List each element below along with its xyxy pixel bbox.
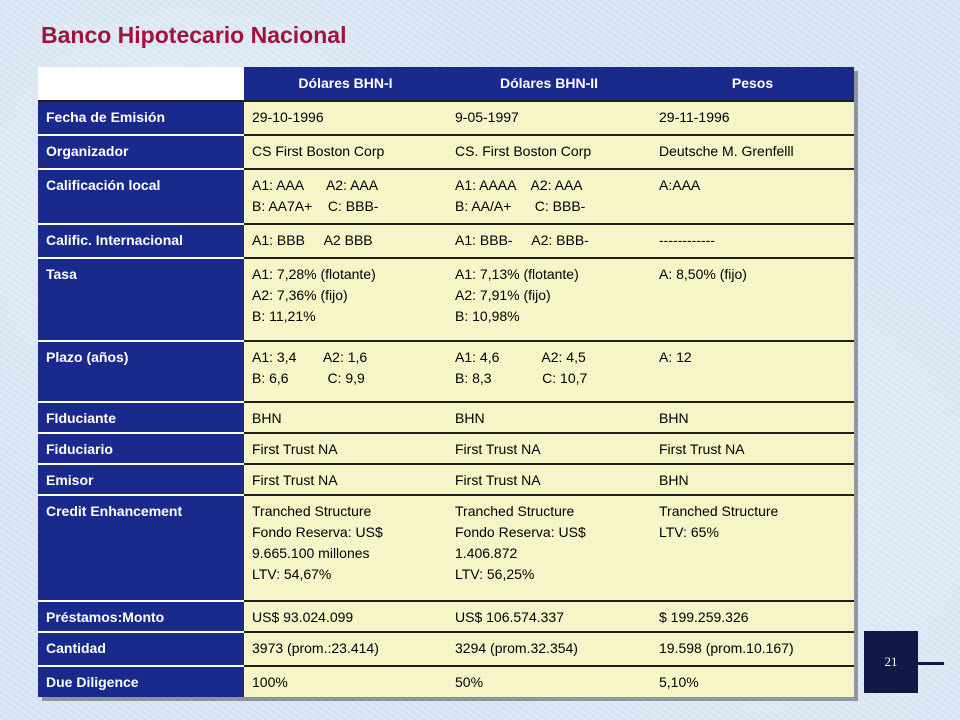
row-label: Plazo (años) — [38, 341, 244, 402]
cell-line: Deutsche M. Grenfelll — [659, 143, 794, 160]
cell-line: B: 11,21% — [252, 307, 316, 324]
cell-line: First Trust NA — [455, 471, 541, 488]
page-title: Banco Hipotecario Nacional — [41, 22, 347, 48]
row-label: Calific. Internacional — [38, 224, 244, 258]
cell-line: B: 8,3 C: 10,7 — [455, 370, 588, 387]
table-cell — [651, 224, 854, 258]
table-cell — [447, 601, 651, 632]
cell-line: BHN — [455, 410, 485, 427]
cell-line: 3294 (prom.32.354) — [455, 639, 578, 656]
table-row — [38, 666, 854, 697]
table-row — [38, 632, 854, 666]
cell-line: First Trust NA — [252, 471, 338, 488]
cell-line: CS First Boston Corp — [252, 143, 385, 160]
cell-line: A2: 7,91% (fijo) — [455, 286, 551, 303]
table-row — [38, 464, 854, 495]
cell-line: A: 12 — [659, 349, 692, 366]
row-label: Emisor — [38, 464, 244, 495]
table-cell — [651, 464, 854, 495]
cell-line: 9-05-1997 — [455, 109, 519, 126]
table-cell — [244, 258, 447, 342]
table-cell — [447, 169, 651, 224]
cell-line: 29-11-1996 — [659, 109, 730, 126]
cell-line: US$ 93.024.099 — [252, 609, 354, 625]
cell-line: Fondo Reserva: US$ — [252, 523, 383, 540]
cell-line: B: 10,98% — [455, 307, 520, 324]
cell-line: LTV: 56,25% — [455, 565, 535, 582]
table-row — [38, 258, 854, 342]
page-number-badge: 21 — [864, 631, 918, 693]
table-cell — [244, 135, 447, 169]
cell-line: A:AAA — [659, 177, 701, 194]
table-header-row — [38, 67, 854, 101]
row-label: Due Diligence — [38, 666, 244, 697]
table-cell — [651, 402, 854, 433]
header-corner-cell — [38, 67, 244, 101]
table-cell — [244, 632, 447, 666]
cell-line: B: AA7A+ C: BBB- — [252, 198, 379, 215]
table-cell — [447, 101, 651, 135]
cell-line: A: 8,50% (fijo) — [659, 265, 747, 282]
row-label: Cantidad — [38, 632, 244, 666]
row-label: Fiduciario — [38, 433, 244, 464]
table-row — [38, 101, 854, 135]
table-cell — [651, 341, 854, 402]
row-label: Organizador — [38, 135, 244, 169]
table-cell — [447, 258, 651, 342]
table-row — [38, 341, 854, 402]
cell-line: B: AA/A+ C: BBB- — [455, 198, 586, 215]
table-cell — [447, 495, 651, 601]
cell-line: BHN — [252, 410, 282, 427]
cell-line: B: 6,6 C: 9,9 — [252, 370, 365, 387]
cell-line: 5,10% — [659, 673, 699, 690]
table-row — [38, 495, 854, 601]
cell-line: 19.598 (prom.10.167) — [659, 639, 794, 656]
table-cell — [651, 135, 854, 169]
cell-line: 3973 (prom.:23.414) — [252, 639, 379, 656]
cell-line: A1: 7,28% (flotante) — [252, 265, 376, 282]
table-cell — [447, 341, 651, 402]
table-cell — [244, 433, 447, 464]
table-body — [38, 67, 854, 697]
cell-line: First Trust NA — [659, 440, 745, 457]
cell-line: 50% — [455, 673, 484, 690]
table-row — [38, 135, 854, 169]
cell-line: A1: AAAA A2: AAA — [455, 177, 583, 194]
table-cell — [244, 464, 447, 495]
table-row — [38, 601, 854, 632]
row-label: FIduciante — [38, 402, 244, 433]
cell-line: LTV: 65% — [659, 523, 719, 540]
column-header-dolares-bhn-ii: Dólares BHN-II — [447, 67, 651, 101]
column-header-dolares-bhn-i: Dólares BHN-I — [244, 67, 447, 101]
cell-line: 100% — [252, 673, 288, 690]
cell-line: 29-10-1996 — [252, 109, 324, 126]
cell-line: A1: BBB- A2: BBB- — [455, 231, 589, 248]
table-cell — [447, 666, 651, 697]
table-cell — [244, 101, 447, 135]
cell-line: A1: 4,6 A2: 4,5 — [455, 349, 586, 366]
table-row — [38, 433, 854, 464]
row-label: Préstamos:Monto — [38, 601, 244, 632]
cell-line: Tranched Structure — [455, 502, 575, 519]
table-cell — [244, 224, 447, 258]
cell-line: Fondo Reserva: US$ 1.406.872 — [455, 523, 590, 561]
table-cell — [447, 135, 651, 169]
table-cell — [651, 258, 854, 342]
cell-line: BHN — [659, 410, 689, 427]
cell-line: BHN — [659, 471, 689, 488]
cell-line: $ 199.259.326 — [659, 609, 749, 625]
table-row — [38, 402, 854, 433]
table-cell — [651, 601, 854, 632]
cell-line: A1: AAA A2: AAA — [252, 177, 379, 194]
cell-line: Tranched Structure — [659, 502, 779, 519]
bond-comparison-table — [38, 67, 854, 697]
table-cell — [244, 169, 447, 224]
cell-line: Tranched Structure — [252, 502, 372, 519]
table-cell — [651, 101, 854, 135]
table-row — [38, 169, 854, 224]
row-label: Tasa — [38, 258, 244, 342]
cell-line: First Trust NA — [252, 440, 338, 457]
table-cell — [651, 632, 854, 666]
table-cell — [447, 433, 651, 464]
table-cell — [244, 601, 447, 632]
cell-line: US$ 106.574.337 — [455, 609, 564, 625]
table-cell — [447, 464, 651, 495]
cell-line: First Trust NA — [455, 440, 541, 457]
cell-line: LTV: 54,67% — [252, 565, 332, 582]
cell-line: A1: BBB A2 BBB — [252, 231, 373, 248]
table-cell — [651, 495, 854, 601]
table-cell — [447, 402, 651, 433]
row-label: Credit Enhancement — [38, 495, 244, 601]
cell-line: ------------ — [659, 231, 715, 248]
table-cell — [447, 224, 651, 258]
table-cell — [244, 666, 447, 697]
table-cell — [244, 495, 447, 601]
cell-line: CS. First Boston Corp — [455, 143, 592, 160]
table-cell — [651, 169, 854, 224]
row-label: Calificación local — [38, 169, 244, 224]
table-cell — [651, 433, 854, 464]
column-header-pesos: Pesos — [651, 67, 854, 101]
table-cell — [244, 402, 447, 433]
cell-line: A1: 7,13% (flotante) — [455, 265, 579, 282]
cell-line: 9.665.100 millones — [252, 544, 370, 561]
table-cell — [447, 632, 651, 666]
cell-line: A2: 7,36% (fijo) — [252, 286, 348, 303]
table-cell — [651, 666, 854, 697]
table-row — [38, 224, 854, 258]
row-label: Fecha de Emisión — [38, 101, 244, 135]
cell-line: A1: 3,4 A2: 1,6 — [252, 349, 368, 366]
table-cell — [244, 341, 447, 402]
